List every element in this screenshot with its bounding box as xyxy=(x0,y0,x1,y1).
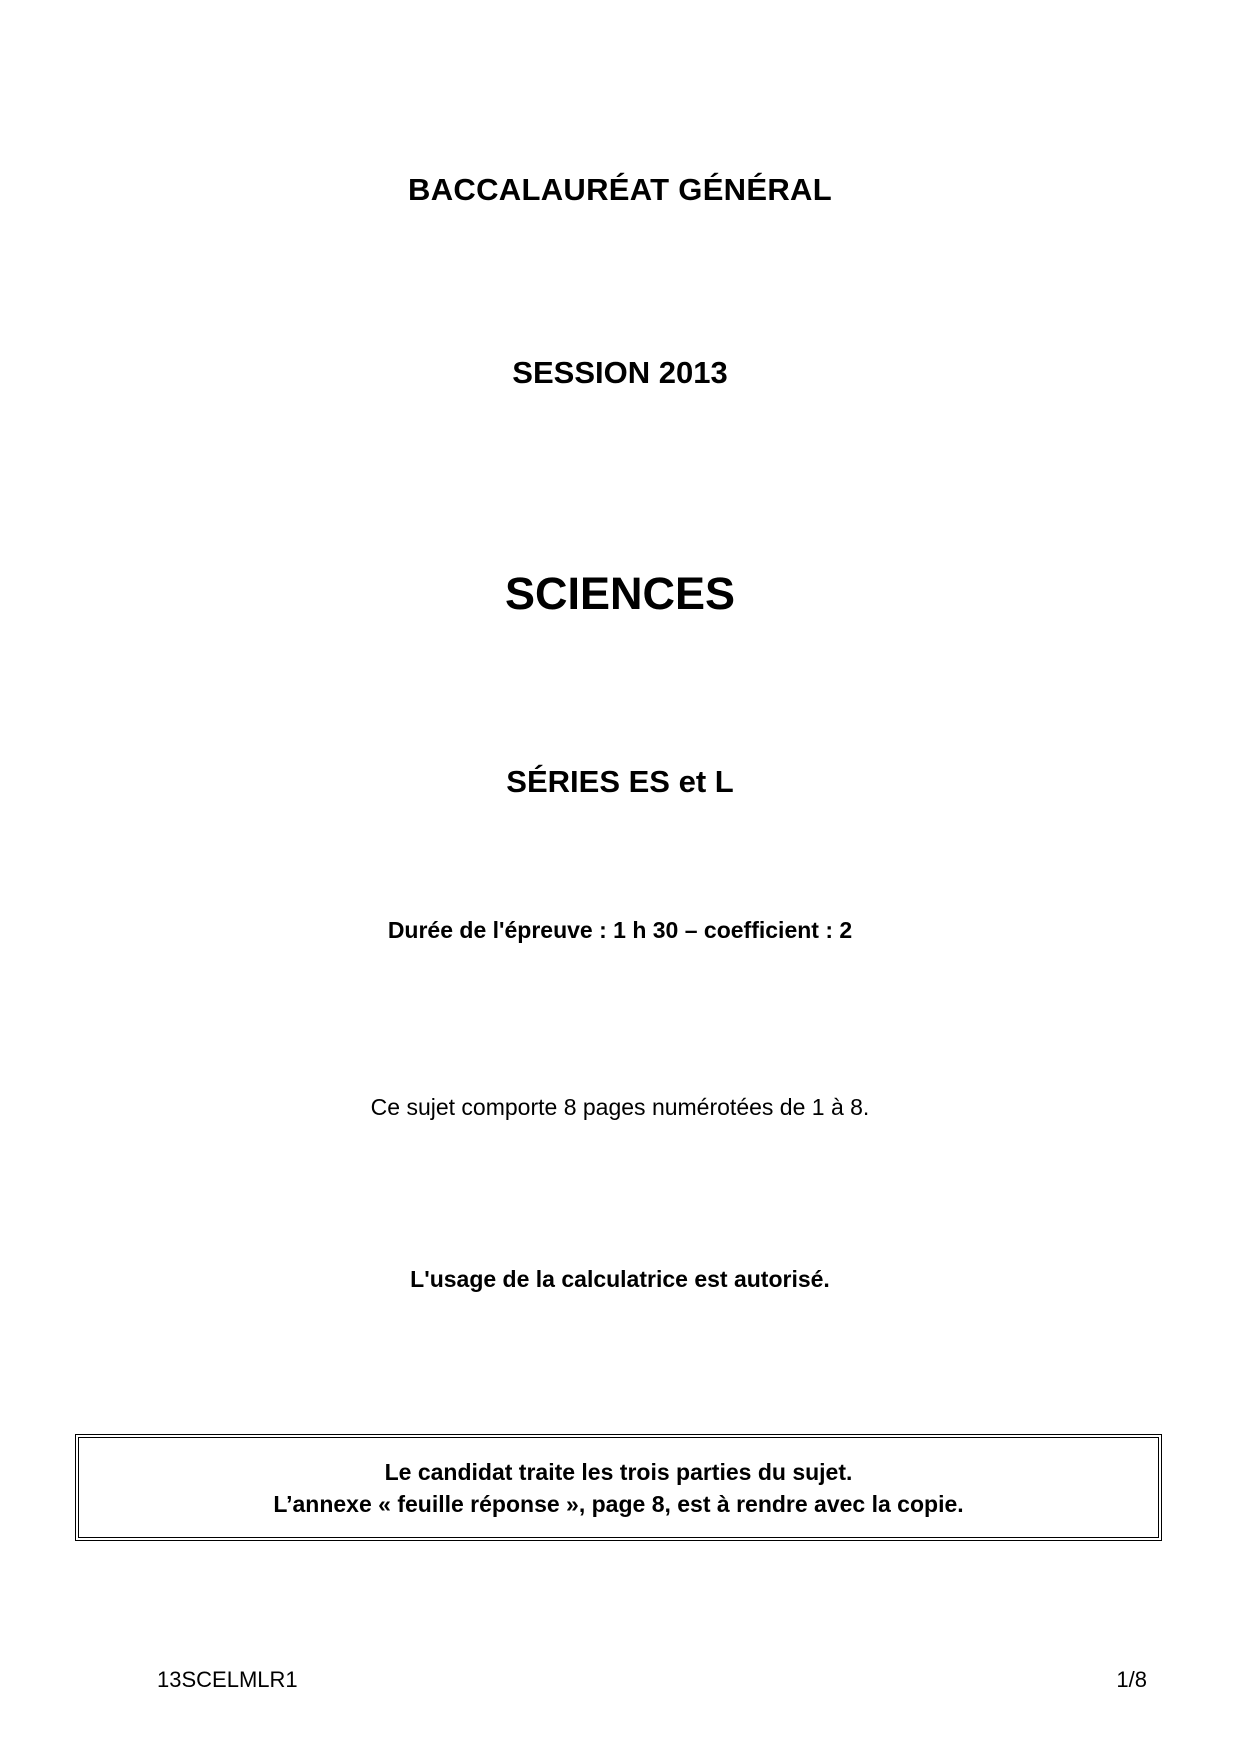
instructions-line-1: Le candidat traite les trois parties du sujet. xyxy=(384,1458,853,1485)
exam-duration: Durée de l'épreuve : 1 h 30 – coefficient : 2 xyxy=(387,917,853,943)
session-year: SESSION 2013 xyxy=(512,355,728,390)
page-count-note: Ce sujet comporte 8 pages numérotées de 1 à 8. xyxy=(370,1094,870,1120)
calculator-note: L'usage de la calculatrice est autorisé. xyxy=(410,1266,830,1292)
subject-title: SCIENCES xyxy=(504,568,736,619)
document-code: 13SCELMLR1 xyxy=(157,1667,298,1692)
instructions-line-2: L’annexe « feuille réponse », page 8, est à rendre avec la copie. xyxy=(273,1490,964,1517)
instructions-box xyxy=(75,1434,1162,1541)
exam-title: BACCALAURÉAT GÉNÉRAL xyxy=(408,172,832,207)
page-number: 1/8 xyxy=(1116,1667,1147,1692)
series-label: SÉRIES ES et L xyxy=(506,764,734,799)
